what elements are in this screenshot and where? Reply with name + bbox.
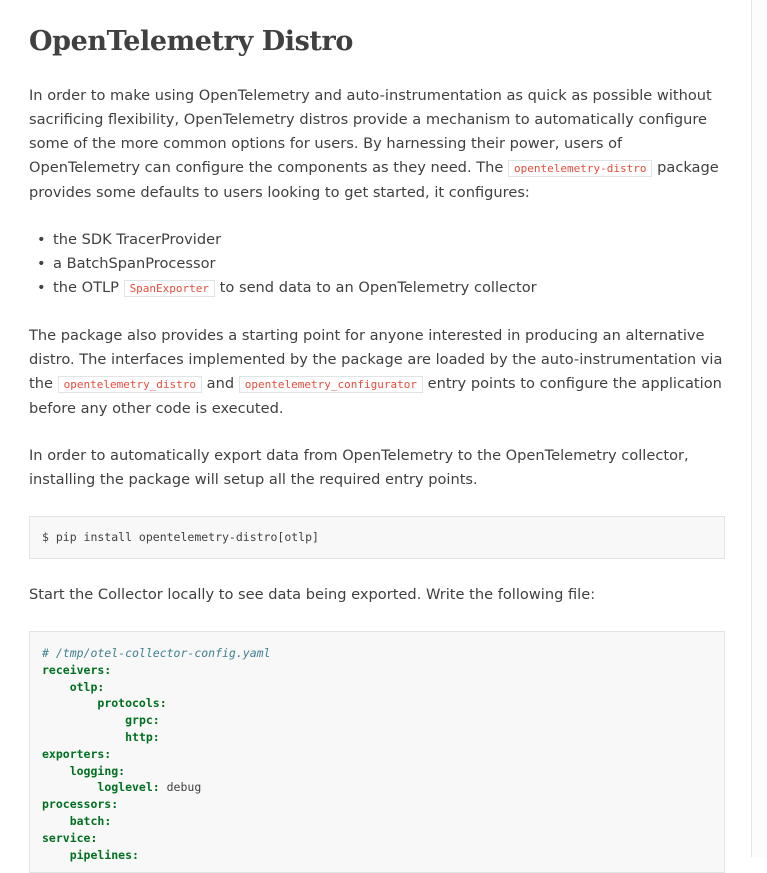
yaml-key: pipelines: (69, 847, 139, 862)
yaml-key: loglevel: (97, 780, 160, 795)
yaml-key: protocols: (97, 696, 167, 711)
list-item-text-end: to send data to an OpenTelemetry collector (215, 279, 537, 296)
inline-code-distro-entry: opentelemetry_distro (58, 376, 202, 393)
yaml-key: grpc: (125, 713, 160, 728)
intro-paragraph (29, 84, 725, 205)
yaml-key: otlp: (69, 679, 105, 694)
para2-text-and: and (202, 375, 239, 392)
yaml-key: service: (42, 830, 98, 845)
inline-code-spanexporter: SpanExporter (124, 280, 215, 297)
inline-code-distro: opentelemetry-distro (508, 160, 652, 177)
bullet: • (37, 279, 46, 296)
yaml-key: http: (125, 729, 160, 744)
para2-text: The package also provides a starting point for anyone interested in producing an alternative distro. The interfaces implemented by the package are loaded by the auto-instrumentation via the (29, 327, 723, 392)
page-title: OpenTelemetry Distro (29, 26, 353, 57)
yaml-key: batch: (69, 813, 112, 828)
para2-text-end: entry points to configure the application before any other code is executed. (29, 375, 722, 417)
yaml-key: exporters: (42, 746, 112, 761)
entry-points-paragraph (29, 324, 725, 421)
scrollbar-track[interactable] (751, 0, 767, 857)
list-item (37, 228, 537, 252)
list-item-text: the OTLP (53, 279, 124, 296)
collector-paragraph: Start the Collector locally to see data being exported. Write the following file: (29, 586, 596, 603)
install-command[interactable]: $ pip install opentelemetry-distro[otlp] (42, 530, 319, 544)
intro-text: In order to make using OpenTelemetry and auto-instrumentation as quick as possible without sacrificing flexibility, OpenTelemetry distros provide a mechanism to automatically configure some of the more common options for users. By harnessing their power, users of OpenTelemetry can configure the components as they need. The (29, 87, 712, 176)
configures-list (37, 228, 537, 301)
bullet: • (37, 255, 46, 272)
install-code-block[interactable] (29, 516, 725, 559)
list-item-text: the SDK TracerProvider (53, 231, 222, 248)
export-paragraph: In order to automatically export data from OpenTelemetry to the OpenTelemetry collector, installing the package will setup all the required entry points. (29, 447, 689, 488)
yaml-value: debug (159, 780, 202, 795)
code-comment: # /tmp/otel-collector-config.yaml (42, 646, 271, 660)
list-item (37, 252, 537, 276)
collector-config-code-block[interactable] (29, 631, 725, 873)
collector-config-code[interactable] (30, 632, 724, 863)
yaml-key: receivers: (42, 662, 112, 677)
list-item (37, 276, 537, 301)
intro-text-end: package provides some defaults to users looking to get started, it configures: (29, 159, 719, 201)
inline-code-configurator-entry: opentelemetry_configurator (239, 376, 423, 393)
bullet: • (37, 231, 46, 248)
list-item-text: a BatchSpanProcessor (53, 255, 216, 272)
yaml-key: logging: (69, 763, 126, 778)
yaml-key: processors: (42, 797, 119, 812)
